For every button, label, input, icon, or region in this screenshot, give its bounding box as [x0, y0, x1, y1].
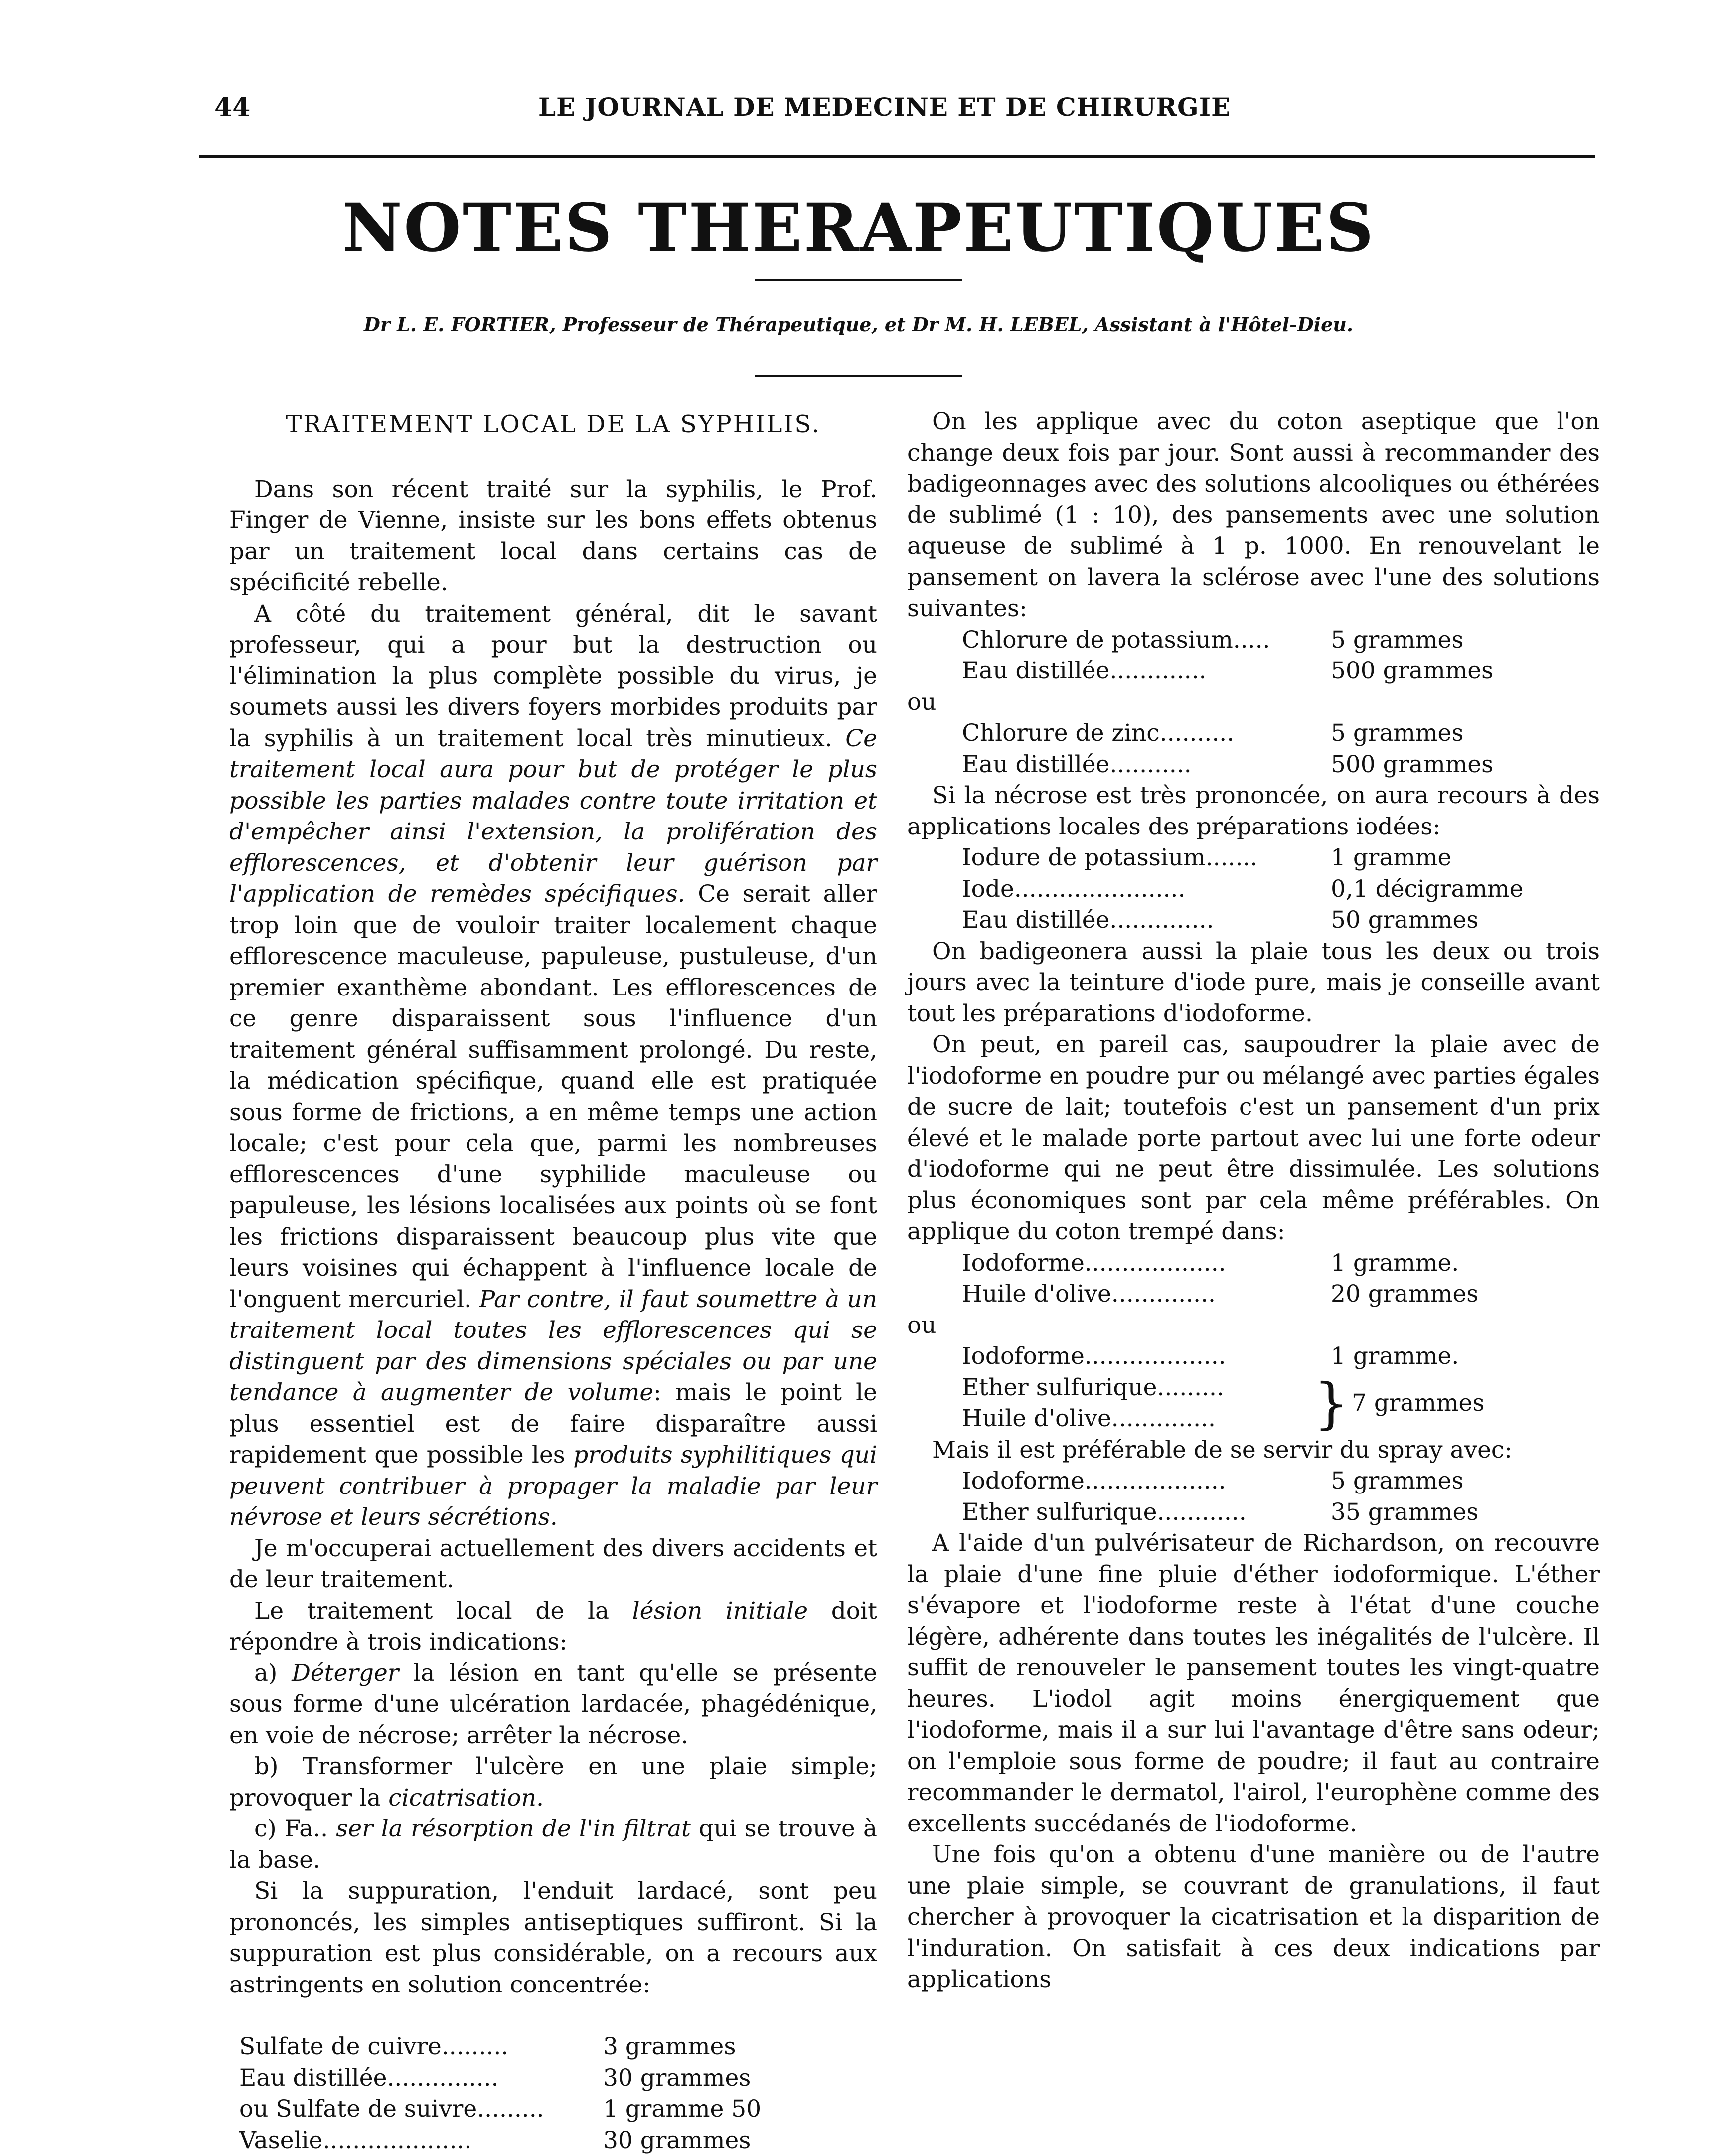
section-title: TRAITEMENT LOCAL DE LA SYPHILIS.: [229, 409, 877, 440]
prescription-row: Ether sulfurique.........: [962, 1372, 1311, 1404]
prescription-row: Eau distillée............. 500 grammes: [962, 656, 1655, 687]
prescription-row: Chlorure de zinc.......... 5 grammes: [962, 718, 1655, 749]
paragraph: Le traitement local de la lésion initiale doit répondre à trois indications:: [229, 1596, 877, 1658]
prescription-table: [907, 718, 1655, 780]
title-rule: [755, 279, 962, 281]
page-number: 44: [214, 92, 250, 123]
prescription-row: Iode....................... 0,1 décigramme: [962, 874, 1655, 905]
paragraph: On peut, en pareil cas, saupoudrer la plaie avec de l'iodoforme en poudre pur ou mélangé avec parties égales de sucre de lait; toutefois c'est un pansement d'un prix élevé et le malade porte partout avec lui une forte odeur d'iodoforme qui ne peut être dissimulée. Les solutions plus économiques sont par cela même préférables. On applique du coton trempé dans:: [907, 1029, 1600, 1248]
prescription-row: Sulfate de cuivre......... 3 grammes: [239, 2031, 887, 2063]
paragraph: On les applique avec du coton aseptique que l'on change deux fois par jour. Sont aussi à recommander des badigeonnages avec des solutions alcooliques ou éthérées de sublimé (1 : 10), des pansements avec une solution aqueuse de sublimé à 1 p. 1000. En renouvelant le pansement on lavera la sclérose avec l'une des solutions suivantes:: [907, 406, 1600, 625]
prescription-table: [907, 625, 1655, 687]
paragraph: c) Fa.. ser la résorption de l'in filtrat qui se trouve à la base.: [229, 1814, 877, 1876]
right-column: [907, 406, 1600, 1995]
byline-rule: [755, 375, 962, 377]
paragraph: Mais il est préférable de se servir du spray avec:: [907, 1435, 1600, 1466]
prescription-table: [907, 1341, 1655, 1435]
paragraph: Si la suppuration, l'enduit lardacé, sont peu prononcés, les simples antiseptiques suffiront. Si la suppuration est plus considérable, on a recours aux astringents en solution concentrée:: [229, 1876, 877, 2000]
paragraph: b) Transformer l'ulcère en une plaie simple; provoquer la cicatrisation.: [229, 1751, 877, 1814]
prescription-row: Iodoforme................... 1 gramme.: [962, 1248, 1655, 1279]
prescription-table: [229, 2031, 887, 2156]
paragraph: Dans son récent traité sur la syphilis, le Prof. Finger de Vienne, insiste sur les bons effets obtenus par un traitement local dans certains cas de spécificité rebelle.: [229, 474, 877, 599]
brace-group: [962, 1372, 1655, 1435]
left-column: [229, 409, 877, 2156]
paragraph: On badigeonera aussi la plaie tous les deux ou trois jours avec la teinture d'iode pure, mais je conseille avant tout les préparations d'iodoforme.: [907, 936, 1600, 1030]
or-separator: ou: [907, 687, 1600, 718]
prescription-table: [907, 842, 1655, 936]
paragraph: Je m'occuperai actuellement des divers accidents et de leur traitement.: [229, 1533, 877, 1596]
prescription-row: Huile d'olive..............: [962, 1403, 1311, 1435]
paragraph: A l'aide d'un pulvérisateur de Richardson, on recouvre la plaie d'une fine pluie d'éther iodoformique. L'éther s'évapore et l'iodoforme reste à l'état d'une couche légère, adhérente dans toutes les inégalités de l'ulcère. Il suffit de renouveler le pansement toutes les vingt-quatre heures. L'iodol agit moins énergiquement que l'iodoforme, mais il a sur lui l'avantage d'être sans odeur; on l'emploie sous forme de poudre; il faut au contraire recommander le dermatol, l'airol, l'europhène comme des excellents succédanés de l'iodoforme.: [907, 1528, 1600, 1839]
prescription-row: Iodoforme................... 1 gramme.: [962, 1341, 1655, 1372]
running-header: [214, 92, 1520, 132]
header-rule: [199, 155, 1595, 158]
prescription-row: Ether sulfurique............ 35 grammes: [962, 1497, 1655, 1528]
paragraph: Si la nécrose est très prononcée, on aura recours à des applications locales des préparations iodées:: [907, 780, 1600, 842]
prescription-row: ou Sulfate de suivre......... 1 gramme 50: [239, 2094, 887, 2125]
journal-title: LE JOURNAL DE MEDECINE ET DE CHIRURGIE: [538, 92, 1231, 122]
paragraph: a) Déterger la lésion en tant qu'elle se présente sous forme d'une ulcération lardacée, phagédénique, en voie de nécrose; arrêter la nécrose.: [229, 1658, 877, 1752]
prescription-row: Chlorure de potassium..... 5 grammes: [962, 625, 1655, 656]
article-byline: Dr L. E. FORTIER, Professeur de Thérapeutique, et Dr M. H. LEBEL, Assistant à l'Hôtel-Dieu.: [0, 313, 1717, 335]
prescription-table: [907, 1248, 1655, 1310]
prescription-row: Vaselie.................... 30 grammes: [239, 2125, 887, 2156]
prescription-table: [907, 1466, 1655, 1528]
brace-quantity: 7 grammes: [1352, 1388, 1485, 1419]
prescription-row: Eau distillée............... 30 grammes: [239, 2063, 887, 2094]
prescription-row: Eau distillée.............. 50 grammes: [962, 905, 1655, 936]
paragraph: Une fois qu'on a obtenu d'une manière ou de l'autre une plaie simple, se couvrant de granulations, il faut chercher à provoquer la cicatrisation et la disparition de l'induration. On satisfait à ces deux indications par applications: [907, 1839, 1600, 1995]
article-title: NOTES THERAPEUTIQUES: [0, 189, 1717, 267]
prescription-row: Eau distillée........... 500 grammes: [962, 749, 1655, 781]
brace-icon: }: [1314, 1376, 1349, 1431]
prescription-row: Iodoforme................... 5 grammes: [962, 1466, 1655, 1497]
prescription-row: Iodure de potassium....... 1 gramme: [962, 842, 1655, 874]
prescription-row: Huile d'olive.............. 20 grammes: [962, 1279, 1655, 1310]
or-separator: ou: [907, 1310, 1600, 1341]
paragraph: A côté du traitement général, dit le savant professeur, qui a pour but la destruction ou l'élimination la plus complète possible du virus, je soumets aussi les divers foyers morbides produits par la syphilis à un traitement local très minutieux. Ce traitement local aura pour but de protéger le plus possible les parties malades contre toute irritation et d'empêcher ainsi l'extension, la prolifération des efflorescences, et d'obtenir leur guérison par l'application de remèdes spécifiques. Ce serait aller trop loin que de vouloir traiter localement chaque efflorescence maculeuse, papuleuse, pustuleuse, d'un premier exanthème abondant. Les efflorescences de ce genre disparaissent sous l'influence d'un traitement général suffisamment prolongé. Du reste, la médication spécifique, quand elle est pratiquée sous forme de frictions, a en même temps une action locale; c'est pour cela que, parmi les nombreuses efflorescences d'une syphilide maculeuse ou papuleuse, les lésions localisées aux points où se font les frictions disparaissent beaucoup plus vite que leurs voisines qui échappent à l'influence locale de l'onguent mercuriel. Par contre, il faut soumettre à un traitement local toutes les efflorescences qui se distinguent par des dimensions spéciales ou par une tendance à augmenter de volume: mais le point le plus essentiel est de faire disparaître aussi rapidement que possible les produits syphilitiques qui peuvent contribuer à propager la maladie par leur névrose et leurs sécrétions.: [229, 599, 877, 1533]
